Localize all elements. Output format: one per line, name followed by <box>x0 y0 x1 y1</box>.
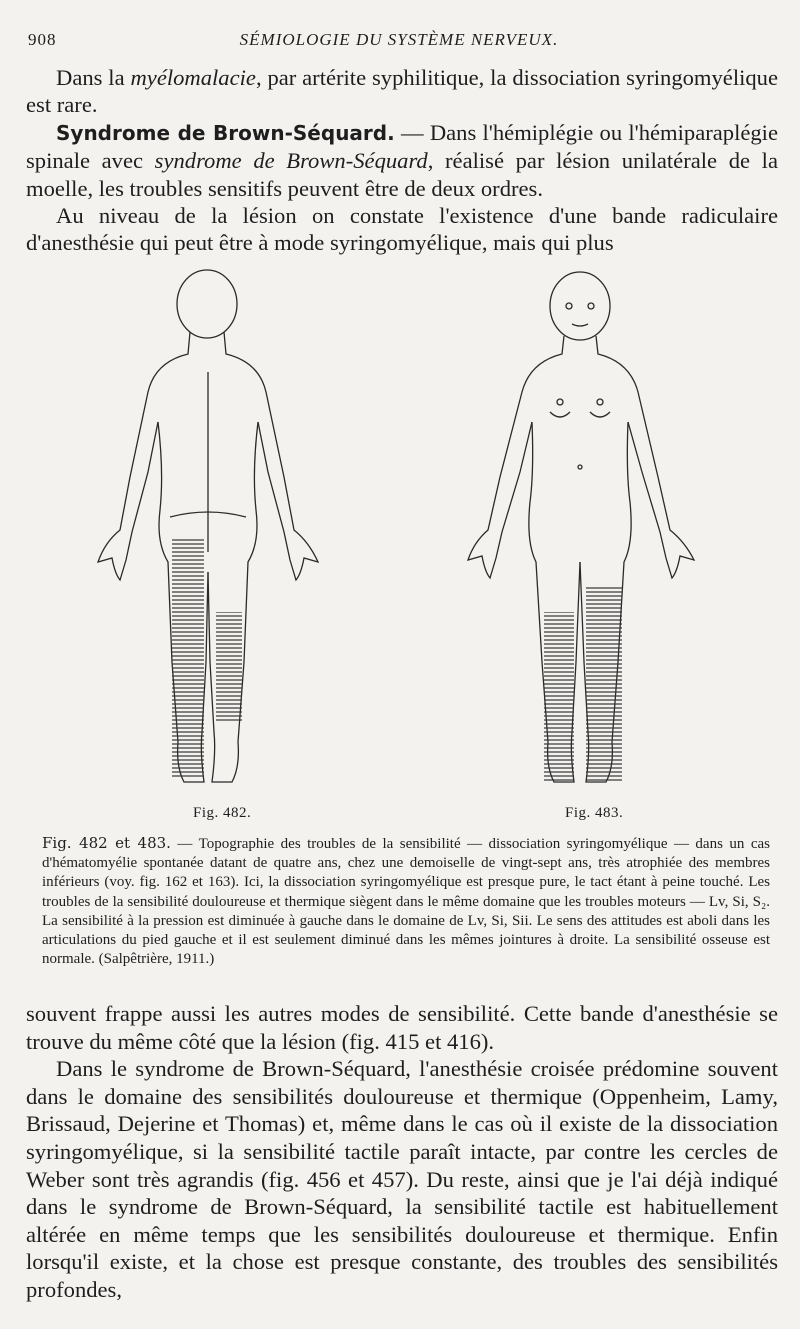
paragraph-myelomalacie <box>26 64 778 119</box>
caption-text: — Topographie des troubles de la sensibilité — dissociation syringomyélique — dans un cas d'hématomyélie spontanée datant de quatre ans, chez une demoiselle de vingt-sept ans, très atrophiée des membres inférieurs (voy. fig. 162 et 163). Ici, la dissociation syringomyélique est presque pure, le tact étant à peine touché. Les troubles de la sensibilité douloureuse et thermique siègent dans le même domaine que les troubles moteurs — Lv, Si, S₂. La sensibilité à la pression est diminuée à gauche dans le domaine de Lv, Si, Sii. Le sens des attitudes est aboli dans les articulations du pied gauche et il est seulement diminué dans les mêmes jointures à droite. La sensibilité osseuse est normale. (Salpêtrière, 1911.) <box>42 836 770 968</box>
bottom-text <box>26 1000 778 1304</box>
paragraph-anesthesie-croisee: Dans le syndrome de Brown-Séquard, l'anesthésie croisée prédomine souvent dans le domaine des sensibilités douloureuse et thermique (Oppenheim, Lamy, Brissaud, Dejerine et Thomas) et, même dans le cas où il existe de la dissociation syringomyélique, si la sensibilité tactile paraît intacte, par contre les cercles de Weber sont très agrandis (fig. 456 et 457). Du reste, ainsi que je l'ai déjà indiqué dans le syndrome de Brown-Séquard, la sensibilité tactile est habituellement altérée en même temps que les sensibilités douloureuse et thermique. Enfin lorsqu'il existe, et la chose est presque constante, des troubles des sensibilités profondes, <box>26 1056 778 1302</box>
running-title: SÉMIOLOGIE DU SYSTÈME NERVEUX. <box>239 30 559 49</box>
figure-483-label: Fig. 483. <box>565 805 624 821</box>
top-text <box>26 64 778 257</box>
text-run: — Dans l'hémiplégie ou l'hémiparaplégie spinale avec <box>26 119 778 174</box>
figure-482-label: Fig. 482. <box>193 805 252 821</box>
figure-482-back-view <box>98 270 318 782</box>
paragraph-continuation: souvent frappe aussi les autres modes de sensibilité. Cette bande d'anesthésie se trouve du même côté que la lésion (fig. 415 et 416). <box>26 1001 778 1054</box>
paragraph-brown-sequard <box>26 119 778 202</box>
page-number: 908 <box>28 30 57 49</box>
italic-term: myélomalacie <box>130 65 256 90</box>
figure-caption <box>42 834 770 969</box>
figure-483-front-view <box>468 272 694 782</box>
caption-lead: Fig. 482 et 483. <box>42 834 171 852</box>
section-heading: Syndrome de Brown-Séquard. <box>56 120 395 145</box>
italic-term: syndrome de Brown-Séquard <box>154 148 428 174</box>
text-run: , par artérite syphilitique, la dissociation syringomyélique est rare. <box>26 65 778 118</box>
paragraph-lesion-level: Au niveau de la lésion on constate l'existence d'une bande radiculaire d'anesthésie qui peut être à mode syringomyélique, mais qui plus <box>26 203 778 256</box>
figure-area <box>60 262 760 822</box>
anatomical-figures <box>60 262 760 802</box>
text-run: , réalisé par lésion unilatérale de la moelle, les troubles sensitifs peuvent être de deux ordres. <box>26 148 778 201</box>
page-header <box>28 30 770 56</box>
text-run: Dans la <box>56 65 131 90</box>
